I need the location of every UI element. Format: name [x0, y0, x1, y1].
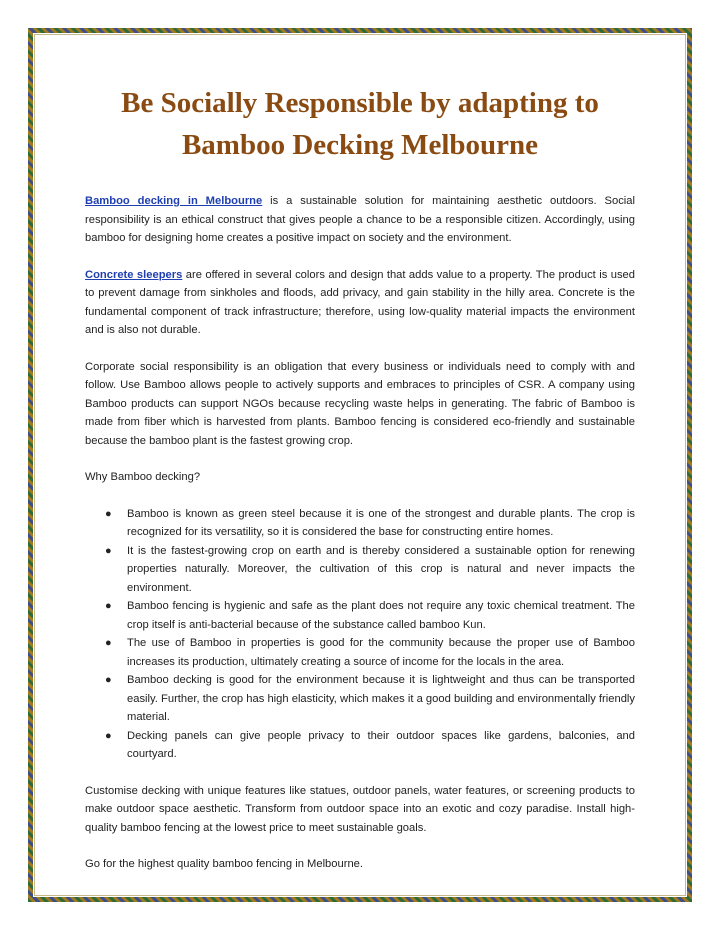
bullet-icon: ●: [105, 507, 112, 520]
list-item-text: The use of Bamboo in properties is good for the community because the proper use of Bamboo increases its production, ultimately creating a source of income for the locals in the area.: [127, 637, 635, 668]
list-item-text: Decking panels can give people privacy to their outdoor spaces like gardens, balconies, and courtyard.: [127, 729, 635, 760]
list-item: [105, 542, 635, 598]
paragraph-concrete-text: are offered in several colors and design that adds value to a property. The product is used to prevent damage from sinkholes and floods, add privacy, and gain stability in the hilly area. Concrete is the fundamental component of track infrastructure; therefore, using low-quality material impacts the environment and is also not durable.: [85, 268, 635, 336]
bullet-icon: ●: [105, 729, 112, 742]
bullet-icon: ●: [105, 637, 112, 649]
paragraph-why-heading: Why Bamboo decking?: [85, 471, 201, 483]
page-title: Be Socially Responsible by adapting to Bamboo Decking Melbourne: [121, 87, 599, 161]
bullet-icon: ●: [105, 600, 112, 612]
concrete-sleepers-link[interactable]: Concrete sleepers: [85, 268, 183, 281]
list-item: [105, 597, 635, 634]
list-item: [105, 505, 635, 542]
bullet-icon: ●: [105, 544, 112, 557]
list-item: [105, 671, 635, 727]
list-item: [105, 634, 635, 671]
paragraph-intro-text: is a sustainable solution for maintaining aesthetic outdoors. Social responsibility is an ethical construct that gives people a chance to be a responsible citizen. Accordingly, using bamboo for designing home creates a positive impact on society and the environment.: [85, 195, 635, 244]
benefits-list: [85, 505, 635, 764]
list-item-text: Bamboo fencing is hygienic and safe as the plant does not require any toxic chemical treatment. The crop itself is anti-bacterial because of the substance called bamboo Kun.: [127, 600, 635, 631]
bamboo-decking-link[interactable]: Bamboo decking in Melbourne: [85, 195, 263, 207]
paragraph-closing: Go for the highest quality bamboo fencing in Melbourne.: [85, 858, 363, 870]
list-item-text: Bamboo decking is good for the environment because it is lightweight and thus can be transported easily. Further, the crop has high elasticity, which makes it a good building and environmentally friendly material.: [127, 674, 635, 723]
paragraph-csr: Corporate social responsibility is an obligation that every business or individuals need to comply with and follow. Use Bamboo allows people to actively supports and embraces to principles of CSR. A company using Bamboo products can support NGOs because recycling waste helps in generating. The fabric of Bamboo is made from fiber which is harvested from plants. Bamboo fencing is considered eco-friendly and sustainable because the bamboo plant is the fastest growing crop.: [85, 360, 635, 447]
paragraph-concrete: [85, 266, 635, 340]
paragraph-intro: [85, 192, 635, 248]
list-item-text: Bamboo is known as green steel because it is one of the strongest and durable plants. The crop is recognized for its versatility, so it is considered the base for constructing entire homes.: [127, 507, 635, 538]
list-item-text: It is the fastest-growing crop on earth and is thereby considered a sustainable option for renewing properties naturally. Moreover, the cultivation of this crop is natural and never impacts the environment.: [127, 544, 635, 594]
paragraph-customise: Customise decking with unique features like statues, outdoor panels, water features, or screening products to make outdoor space aesthetic. Transform from outdoor space into an exotic and cozy paradise. Install high-quality bamboo fencing at the lowest price to meet sustainable goals.: [85, 784, 635, 834]
bullet-icon: ●: [105, 674, 112, 686]
list-item: [105, 727, 635, 764]
document-body: [85, 82, 635, 892]
